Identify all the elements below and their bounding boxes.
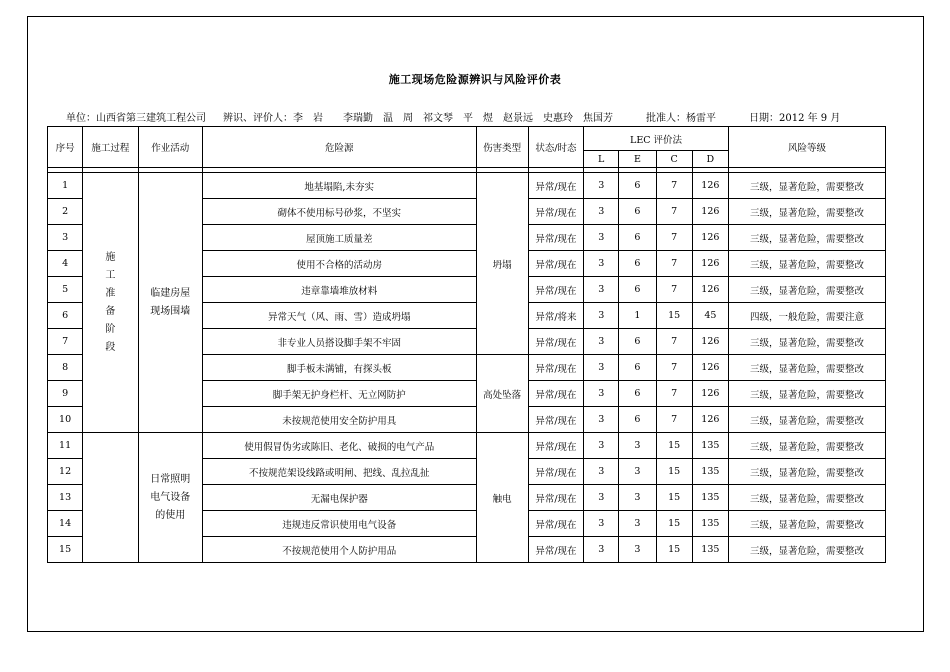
cell-D: 126 (692, 329, 728, 355)
table-body (48, 173, 886, 563)
cell-harm-collapse: 坍塌 (476, 173, 528, 355)
cell-L: 3 (584, 277, 619, 303)
cell-D: 135 (692, 459, 728, 485)
cell-risk: 三级，显著危险，需要整改 (728, 407, 885, 433)
header-seq: 序号 (48, 127, 83, 168)
cell-state: 异常/将来 (528, 303, 583, 329)
header-D: D (692, 151, 728, 168)
cell-L: 3 (584, 511, 619, 537)
cell-state: 异常/现在 (528, 277, 583, 303)
cell-D: 135 (692, 485, 728, 511)
cell-hazard: 不按规范使用个人防护用品 (202, 537, 476, 563)
approver-label: 批准人：杨雷平 (646, 113, 716, 124)
header-state: 状态/时态 (528, 127, 583, 168)
cell-hazard: 异常天气（风、雨、雪）造成坍塌 (202, 303, 476, 329)
cell-L: 3 (584, 459, 619, 485)
cell-seq: 10 (48, 407, 83, 433)
cell-seq: 5 (48, 277, 83, 303)
header-L: L (584, 151, 619, 168)
cell-D: 135 (692, 433, 728, 459)
cell-risk: 三级，显著危险，需要整改 (728, 537, 885, 563)
document-title: 施工现场危险源辨识与风险评价表 (388, 73, 562, 86)
cell-state: 异常/现在 (528, 485, 583, 511)
cell-harm-electric: 触电 (476, 433, 528, 563)
process-char: 工 (105, 269, 116, 281)
cell-D: 126 (692, 407, 728, 433)
cell-seq: 15 (48, 537, 83, 563)
cell-hazard: 脚手板未满铺，有探头板 (202, 355, 476, 381)
cell-L: 3 (584, 537, 619, 563)
cell-hazard: 违规违反常识使用电气设备 (202, 511, 476, 537)
assessors-label: 辨识、评价人：李 岩 李瑞勤 温 周 祁文琴 平 煜 赵景远 史惠玲 焦国芳 (223, 113, 613, 124)
cell-risk: 三级，显著危险，需要整改 (728, 199, 885, 225)
cell-E: 3 (619, 485, 656, 511)
cell-L: 3 (584, 251, 619, 277)
cell-risk: 三级，显著危险，需要整改 (728, 433, 885, 459)
cell-E: 6 (619, 329, 656, 355)
cell-risk: 三级，显著危险，需要整改 (728, 355, 885, 381)
cell-C: 7 (656, 199, 692, 225)
cell-state: 异常/现在 (528, 173, 583, 199)
cell-C: 15 (656, 459, 692, 485)
cell-seq: 12 (48, 459, 83, 485)
cell-risk: 三级，显著危险，需要整改 (728, 459, 885, 485)
cell-D: 126 (692, 277, 728, 303)
process-char: 备 (105, 305, 116, 317)
cell-harm-fall: 高处坠落 (476, 355, 528, 433)
cell-D: 126 (692, 173, 728, 199)
cell-E: 3 (619, 511, 656, 537)
cell-C: 7 (656, 407, 692, 433)
cell-state: 异常/现在 (528, 459, 583, 485)
cell-state: 异常/现在 (528, 537, 583, 563)
process-char: 阶 (105, 323, 116, 335)
cell-activity-1 (138, 173, 202, 433)
cell-process-group-empty (83, 433, 138, 563)
cell-state: 异常/现在 (528, 199, 583, 225)
cell-risk: 三级，显著危险，需要整改 (728, 225, 885, 251)
cell-C: 7 (656, 277, 692, 303)
cell-C: 15 (656, 433, 692, 459)
cell-C: 15 (656, 511, 692, 537)
cell-L: 3 (584, 303, 619, 329)
cell-hazard: 地基塌陷,未夯实 (202, 173, 476, 199)
cell-process-group (83, 173, 138, 433)
cell-C: 7 (656, 225, 692, 251)
header-C: C (656, 151, 692, 168)
cell-E: 6 (619, 225, 656, 251)
header-lec: LEC 评价法 (584, 127, 729, 151)
table-row (48, 433, 886, 459)
activity-line: 现场围墙 (150, 305, 191, 317)
cell-seq: 9 (48, 381, 83, 407)
cell-hazard: 使用不合格的活动房 (202, 251, 476, 277)
cell-C: 7 (656, 251, 692, 277)
cell-L: 3 (584, 329, 619, 355)
header-risk-level: 风险等级 (728, 127, 885, 168)
cell-risk: 三级，显著危险，需要整改 (728, 381, 885, 407)
unit-label: 单位：山西省第三建筑工程公司 (66, 113, 206, 124)
activity-line: 日常照明 (150, 473, 191, 485)
cell-C: 7 (656, 329, 692, 355)
cell-E: 6 (619, 173, 656, 199)
cell-C: 15 (656, 303, 692, 329)
cell-seq: 14 (48, 511, 83, 537)
cell-state: 异常/现在 (528, 407, 583, 433)
cell-D: 126 (692, 225, 728, 251)
header-activity: 作业活动 (138, 127, 202, 168)
cell-hazard: 脚手架无护身栏杆、无立网防护 (202, 381, 476, 407)
cell-E: 3 (619, 537, 656, 563)
activity-line: 临建房屋 (150, 287, 191, 299)
table-row (48, 173, 886, 199)
cell-hazard: 无漏电保护器 (202, 485, 476, 511)
cell-hazard: 非专业人员搭设脚手架不牢固 (202, 329, 476, 355)
cell-E: 6 (619, 381, 656, 407)
cell-L: 3 (584, 381, 619, 407)
cell-L: 3 (584, 433, 619, 459)
cell-D: 135 (692, 537, 728, 563)
cell-seq: 2 (48, 199, 83, 225)
cell-risk: 三级，显著危险，需要整改 (728, 511, 885, 537)
cell-seq: 11 (48, 433, 83, 459)
cell-seq: 3 (48, 225, 83, 251)
cell-C: 15 (656, 485, 692, 511)
cell-D: 126 (692, 381, 728, 407)
cell-state: 异常/现在 (528, 225, 583, 251)
cell-seq: 8 (48, 355, 83, 381)
cell-E: 6 (619, 407, 656, 433)
cell-risk: 三级，显著危险，需要整改 (728, 277, 885, 303)
cell-seq: 7 (48, 329, 83, 355)
cell-D: 126 (692, 199, 728, 225)
cell-D: 126 (692, 251, 728, 277)
cell-L: 3 (584, 199, 619, 225)
cell-D: 135 (692, 511, 728, 537)
cell-hazard: 屋顶施工质量差 (202, 225, 476, 251)
header-hazard: 危险源 (202, 127, 476, 168)
cell-E: 1 (619, 303, 656, 329)
cell-seq: 4 (48, 251, 83, 277)
cell-risk: 三级，显著危险，需要整改 (728, 329, 885, 355)
cell-risk: 三级，显著危险，需要整改 (728, 173, 885, 199)
cell-C: 7 (656, 381, 692, 407)
cell-state: 异常/现在 (528, 355, 583, 381)
cell-state: 异常/现在 (528, 381, 583, 407)
cell-L: 3 (584, 355, 619, 381)
cell-activity-2 (138, 433, 202, 563)
cell-E: 3 (619, 459, 656, 485)
cell-seq: 6 (48, 303, 83, 329)
cell-hazard: 未按规范使用安全防护用具 (202, 407, 476, 433)
process-char: 准 (105, 287, 116, 299)
cell-C: 7 (656, 173, 692, 199)
cell-E: 6 (619, 355, 656, 381)
process-char: 施 (105, 251, 116, 263)
cell-state: 异常/现在 (528, 251, 583, 277)
activity-line: 的使用 (155, 509, 186, 521)
cell-E: 6 (619, 199, 656, 225)
cell-state: 异常/现在 (528, 329, 583, 355)
cell-hazard: 不按规范架设线路或明闸、把线、乱拉乱扯 (202, 459, 476, 485)
cell-seq: 13 (48, 485, 83, 511)
header-harm-type: 伤害类型 (476, 127, 528, 168)
cell-C: 15 (656, 537, 692, 563)
cell-hazard: 使用假冒伪劣或陈旧、老化、破损的电气产品 (202, 433, 476, 459)
cell-state: 异常/现在 (528, 433, 583, 459)
cell-D: 45 (692, 303, 728, 329)
activity-line: 电气设备 (150, 491, 191, 503)
cell-L: 3 (584, 407, 619, 433)
cell-L: 3 (584, 225, 619, 251)
cell-risk: 三级，显著危险，需要整改 (728, 251, 885, 277)
process-char: 段 (105, 341, 116, 353)
process-vertical-text (104, 249, 116, 357)
cell-seq: 1 (48, 173, 83, 199)
cell-C: 7 (656, 355, 692, 381)
cell-E: 6 (619, 251, 656, 277)
cell-E: 3 (619, 433, 656, 459)
cell-E: 6 (619, 277, 656, 303)
date-label: 日期：2012 年 9 月 (749, 113, 841, 124)
cell-L: 3 (584, 173, 619, 199)
cell-risk: 三级，显著危险，需要整改 (728, 485, 885, 511)
header-process: 施工过程 (83, 127, 138, 168)
cell-hazard: 违章靠墙堆放材料 (202, 277, 476, 303)
cell-risk: 四级，一般危险，需要注意 (728, 303, 885, 329)
header-E: E (619, 151, 656, 168)
cell-D: 126 (692, 355, 728, 381)
cell-hazard: 砌体不使用标号砂浆，不坚实 (202, 199, 476, 225)
cell-L: 3 (584, 485, 619, 511)
cell-state: 异常/现在 (528, 511, 583, 537)
risk-assessment-table (47, 126, 886, 563)
